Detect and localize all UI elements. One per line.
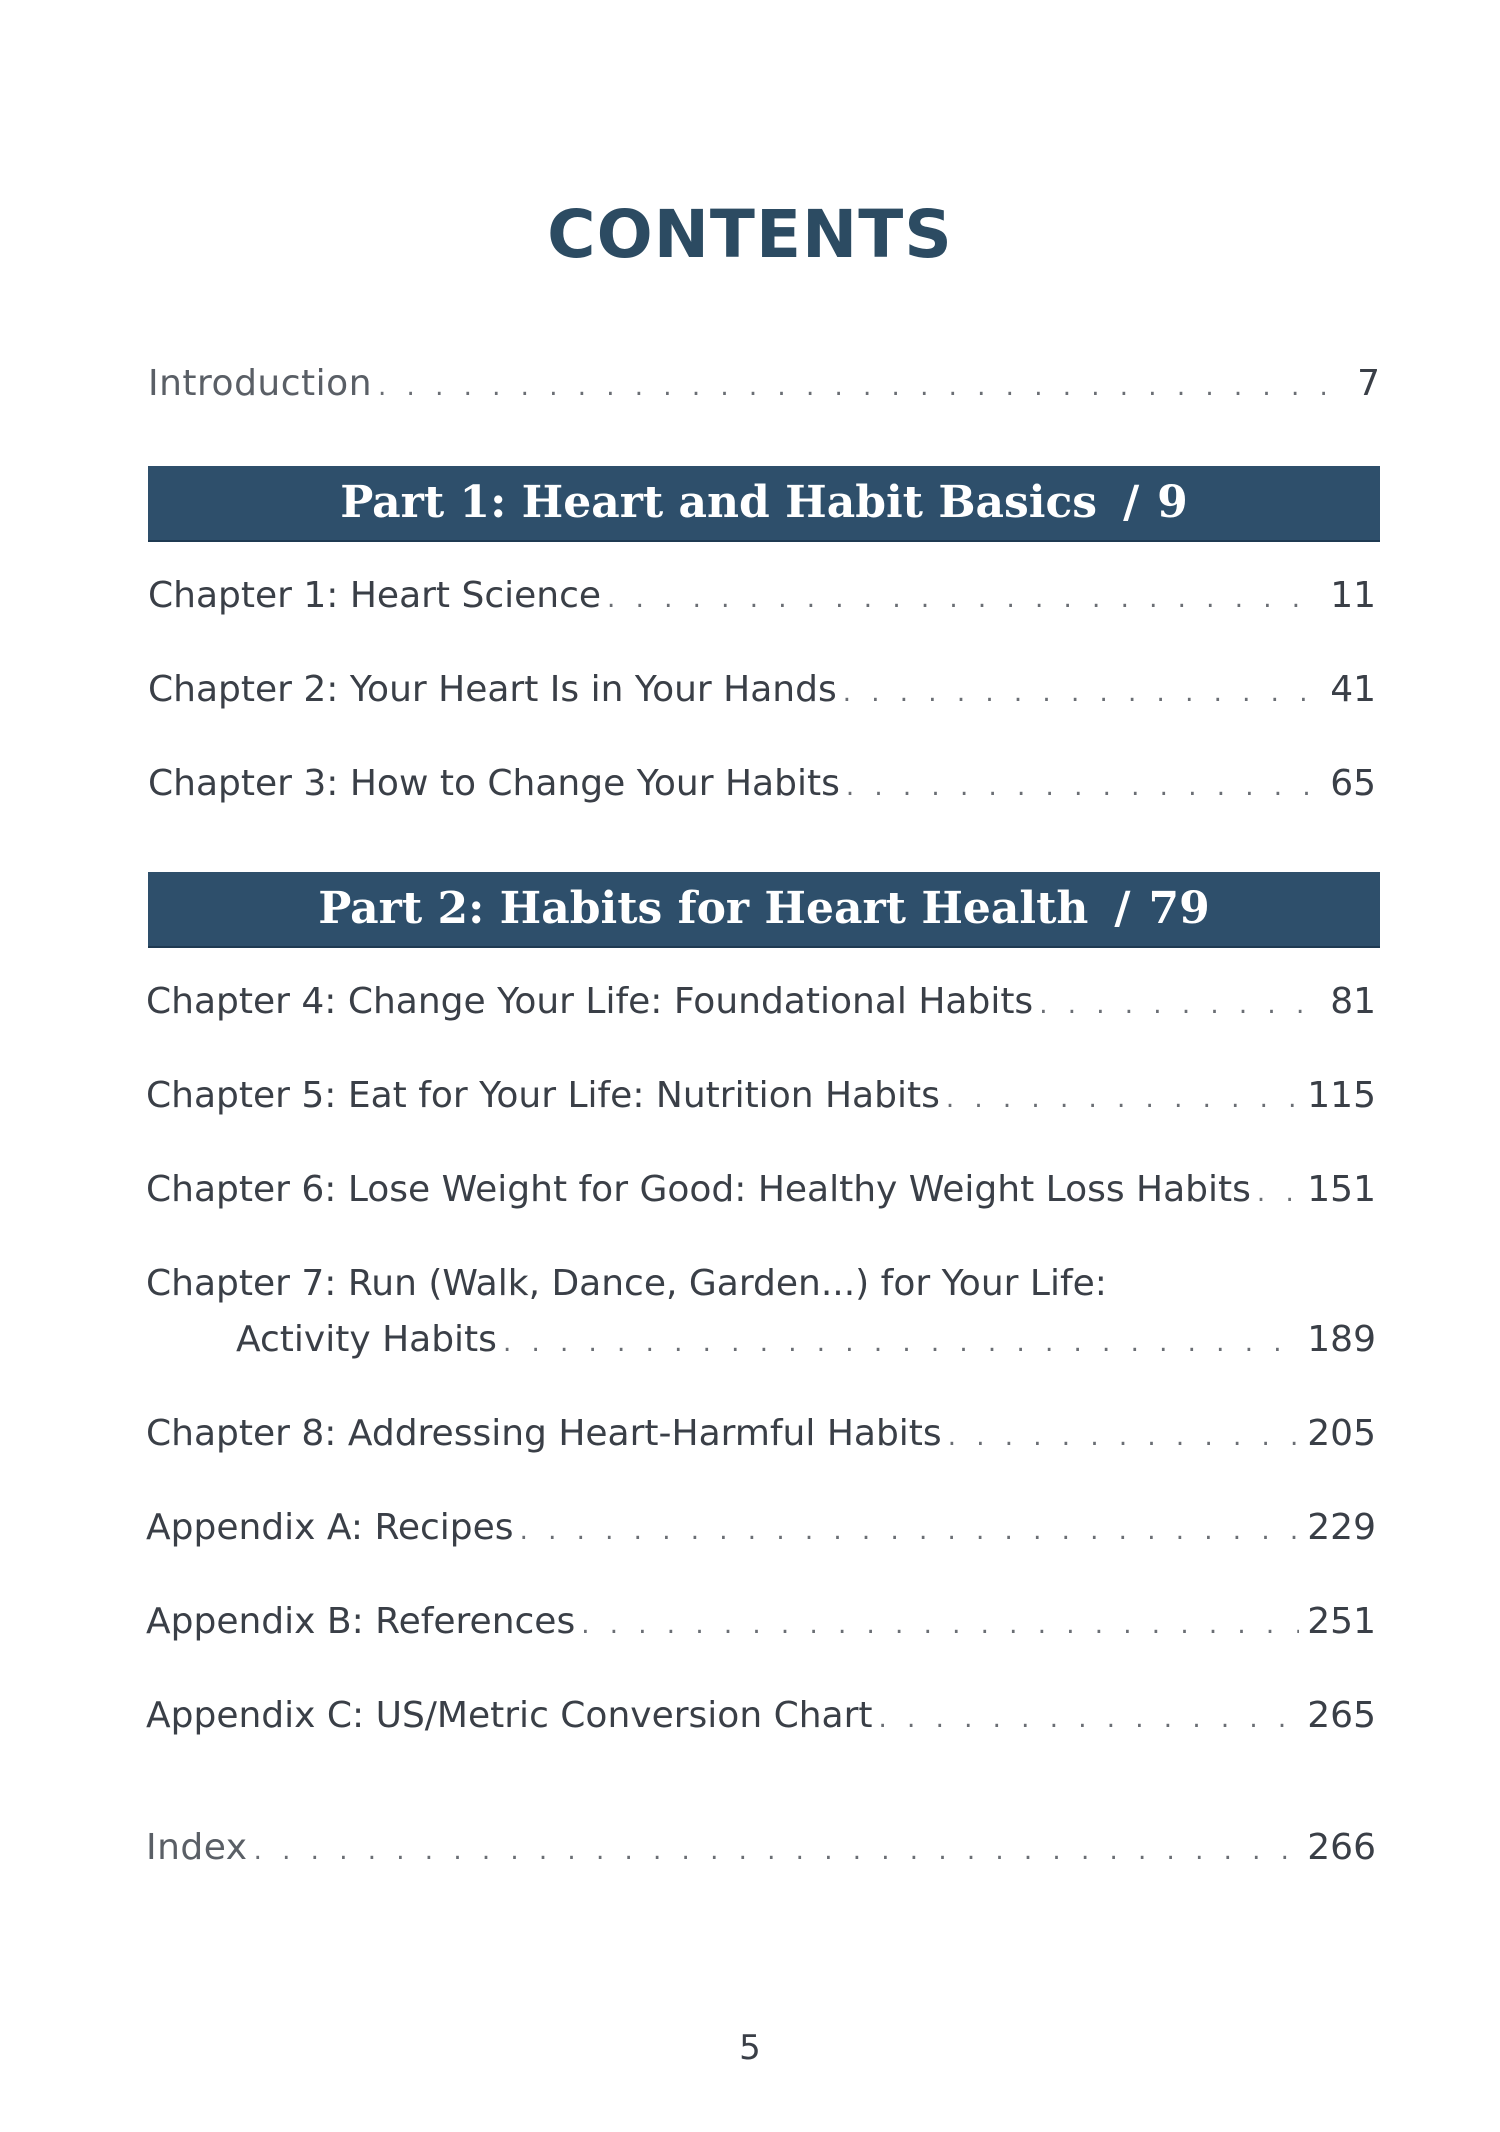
part-banner-2[interactable] bbox=[148, 872, 1380, 946]
toc-entry-chapter-6[interactable] bbox=[146, 1168, 1376, 1215]
toc-entry-page: 229 bbox=[1307, 1507, 1376, 1548]
toc-entry-chapter-7[interactable] bbox=[236, 1318, 1376, 1365]
toc-entry-index[interactable] bbox=[146, 1826, 1376, 1873]
toc-entry-chapter-5[interactable] bbox=[146, 1074, 1376, 1121]
toc-entry-page: 65 bbox=[1330, 763, 1376, 804]
toc-entry-label: Index bbox=[146, 1827, 248, 1868]
toc-entry-page: 265 bbox=[1307, 1695, 1376, 1736]
dot-leader bbox=[1039, 983, 1322, 1027]
toc-entry-label: Appendix B: References bbox=[146, 1601, 576, 1642]
toc-entry-appendix-c[interactable] bbox=[146, 1694, 1376, 1741]
toc-entry-chapter-7-line1[interactable]: Chapter 7: Run (Walk, Dance, Garden...) for Your Life: bbox=[146, 1263, 1107, 1304]
part-title: Part 1: Heart and Habit Basics bbox=[340, 477, 1098, 528]
toc-entry-label: Introduction bbox=[148, 363, 373, 404]
toc-entry-chapter-2[interactable] bbox=[148, 668, 1376, 715]
toc-entry-page: 151 bbox=[1307, 1169, 1376, 1210]
toc-entry-label: Activity Habits bbox=[236, 1319, 497, 1360]
toc-entry-chapter-8[interactable] bbox=[146, 1412, 1376, 1459]
toc-entry-label: Chapter 5: Eat for Your Life: Nutrition Habits bbox=[146, 1075, 940, 1116]
toc-entry-label: Chapter 8: Addressing Heart-Harmful Habits bbox=[146, 1413, 942, 1454]
toc-entry-label: Chapter 3: How to Change Your Habits bbox=[148, 763, 840, 804]
dot-leader bbox=[378, 365, 1349, 409]
part-page: 79 bbox=[1148, 883, 1210, 934]
toc-entry-page: 11 bbox=[1330, 575, 1376, 616]
toc-entry-page: 41 bbox=[1330, 669, 1376, 710]
dot-leader bbox=[503, 1321, 1299, 1365]
toc-entry-label: Appendix C: US/Metric Conversion Chart bbox=[146, 1695, 873, 1736]
toc-entry-chapter-1[interactable] bbox=[148, 574, 1376, 621]
dot-leader bbox=[879, 1697, 1300, 1741]
page-title: CONTENTS bbox=[547, 196, 953, 273]
toc-entry-introduction[interactable] bbox=[148, 362, 1380, 409]
dot-leader bbox=[254, 1829, 1300, 1873]
dot-leader bbox=[607, 577, 1322, 621]
dot-leader bbox=[946, 1077, 1299, 1121]
dot-leader bbox=[846, 765, 1322, 809]
page-number: 5 bbox=[739, 2028, 761, 2068]
toc-entry-label: Chapter 6: Lose Weight for Good: Healthy Weight Loss Habits bbox=[146, 1169, 1251, 1210]
toc-entry-page: 251 bbox=[1307, 1601, 1376, 1642]
part-title: Part 2: Habits for Heart Health bbox=[318, 883, 1089, 934]
part-banner-1[interactable] bbox=[148, 466, 1380, 540]
dot-leader bbox=[520, 1509, 1300, 1553]
dot-leader bbox=[948, 1415, 1300, 1459]
toc-entry-label: Appendix A: Recipes bbox=[146, 1507, 514, 1548]
toc-entry-page: 81 bbox=[1330, 981, 1376, 1022]
toc-entry-chapter-4[interactable] bbox=[146, 980, 1376, 1027]
dot-leader bbox=[843, 671, 1322, 715]
toc-entry-page: 115 bbox=[1307, 1075, 1376, 1116]
toc-entry-page: 205 bbox=[1307, 1413, 1376, 1454]
toc-entry-label: Chapter 4: Change Your Life: Foundational Habits bbox=[146, 981, 1034, 1022]
toc-entry-chapter-3[interactable] bbox=[148, 762, 1376, 809]
toc-entry-label: Chapter 2: Your Heart Is in Your Hands bbox=[148, 669, 837, 710]
toc-entry-appendix-b[interactable] bbox=[146, 1600, 1376, 1647]
dot-leader bbox=[1257, 1171, 1299, 1215]
toc-entry-page: 189 bbox=[1307, 1319, 1376, 1360]
part-page: 9 bbox=[1157, 477, 1188, 528]
part-separator: / bbox=[1123, 477, 1140, 528]
toc-entry-page: 266 bbox=[1307, 1827, 1376, 1868]
part-separator: / bbox=[1114, 883, 1131, 934]
toc-entry-label: Chapter 1: Heart Science bbox=[148, 575, 602, 616]
toc-entry-page: 7 bbox=[1357, 363, 1380, 404]
toc-entry-appendix-a[interactable] bbox=[146, 1506, 1376, 1553]
dot-leader bbox=[581, 1603, 1299, 1647]
